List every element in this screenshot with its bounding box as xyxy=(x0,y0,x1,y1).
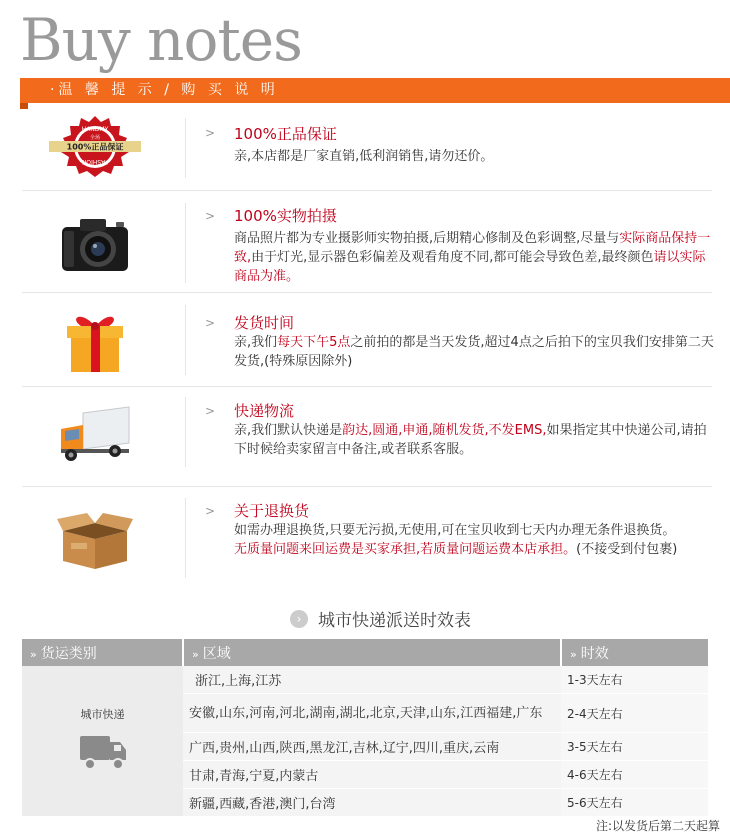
table-row: 城市快递 浙江,上海,江苏 1-3天左右 xyxy=(22,666,708,694)
table-row: 安徽,山东,河南,河北,湖南,湖北,北京,天津,山东,江西福建,广东 2-4天左右 xyxy=(22,694,708,733)
badge-mid-text: 100%正品保证 xyxy=(66,142,124,152)
section-title: 快递物流 xyxy=(234,402,295,420)
section-separator xyxy=(22,386,712,387)
section-separator xyxy=(22,486,712,487)
section-separator xyxy=(22,190,712,191)
delivery-note: 注:以发货后第二天起算 xyxy=(596,819,721,833)
bar-tab-decoration xyxy=(20,103,28,109)
arrow-icon: > xyxy=(205,404,216,418)
badge-mid-top-text: 全场 xyxy=(89,135,101,141)
double-chevron-icon: » xyxy=(192,647,199,661)
delivery-subtitle-text: 城市快递派送时效表 xyxy=(318,611,471,631)
delivery-subtitle xyxy=(290,606,471,631)
divider xyxy=(185,397,186,467)
table-row: 新疆,西藏,香港,澳门,台湾 5-6天左右 xyxy=(22,789,708,817)
badge-bottom-text: FASHION xyxy=(81,158,109,165)
delivery-table xyxy=(22,639,708,817)
section-body: 如需办理退换货,只要无污损,无使用,可在宝贝收到七天内办理无条件退换货。 无质量问题来回运费是买家承担,若质量问题运费本店承担。(不接受到付包裹) xyxy=(234,523,678,557)
chevron-right-icon: › xyxy=(290,610,308,628)
divider xyxy=(185,305,186,375)
arrow-icon: > xyxy=(205,126,216,140)
arrow-icon: > xyxy=(205,209,216,223)
notice-bar xyxy=(20,78,730,103)
table-row: 甘肃,青海,宁夏,内蒙古 4-6天左右 xyxy=(22,761,708,789)
divider xyxy=(185,203,186,283)
category-label: 城市快递 xyxy=(80,708,125,721)
page-title: Buy notes xyxy=(20,6,302,74)
section-body: 亲,我们默认快递是韵达,圆通,申通,随机发货,不发EMS,如果指定其中快递公司,请拍下时候给卖家留言中备注,或者联系客服。 xyxy=(234,423,707,457)
category-cell xyxy=(22,666,183,817)
divider xyxy=(185,498,186,578)
section-body: 亲,我们每天下午5点之前拍的都是当天发货,超过4点之后拍下的宝贝我们安排第二天发货,(特殊原因除外) xyxy=(234,335,714,369)
delivery-truck-icon xyxy=(30,398,160,468)
double-chevron-icon: » xyxy=(30,647,37,661)
section-body: 亲,本店都是厂家直销,低利润销售,请勿还价。 xyxy=(234,149,494,164)
double-chevron-icon: » xyxy=(570,647,577,661)
cardboard-box-icon xyxy=(30,505,160,573)
table-row: 广西,贵州,山西,陕西,黑龙江,吉林,辽宁,四川,重庆,云南 3-5天左右 xyxy=(22,733,708,761)
header-time: » 时效 xyxy=(561,639,708,666)
section-title: 100%正品保证 xyxy=(234,125,337,143)
genuine-badge-icon xyxy=(30,114,160,180)
gift-icon xyxy=(30,305,160,377)
section-separator xyxy=(22,292,712,293)
arrow-icon: > xyxy=(205,316,216,330)
section-body: 商品照片都为专业摄影师实物拍摄,后期精心修制及色彩调整,尽量与实际商品保持一致,由于灯光,显示器色彩偏差及观看角度不同,都可能会导致色差,最终颜色请以实际商品为准。 xyxy=(234,231,711,284)
section-title: 发货时间 xyxy=(234,314,295,332)
notice-bar-label: ·温 馨 提 示 / 购 买 说 明 xyxy=(50,82,279,98)
arrow-icon: > xyxy=(205,504,216,518)
badge-top-text: HANDMY xyxy=(81,126,109,133)
divider xyxy=(185,118,186,178)
header-category: » 货运类别 xyxy=(22,639,183,666)
camera-icon xyxy=(30,207,160,279)
header-region: » 区域 xyxy=(183,639,561,666)
truck-icon xyxy=(78,732,128,772)
section-title: 关于退换货 xyxy=(234,502,310,520)
section-title: 100%实物拍摄 xyxy=(234,207,337,225)
